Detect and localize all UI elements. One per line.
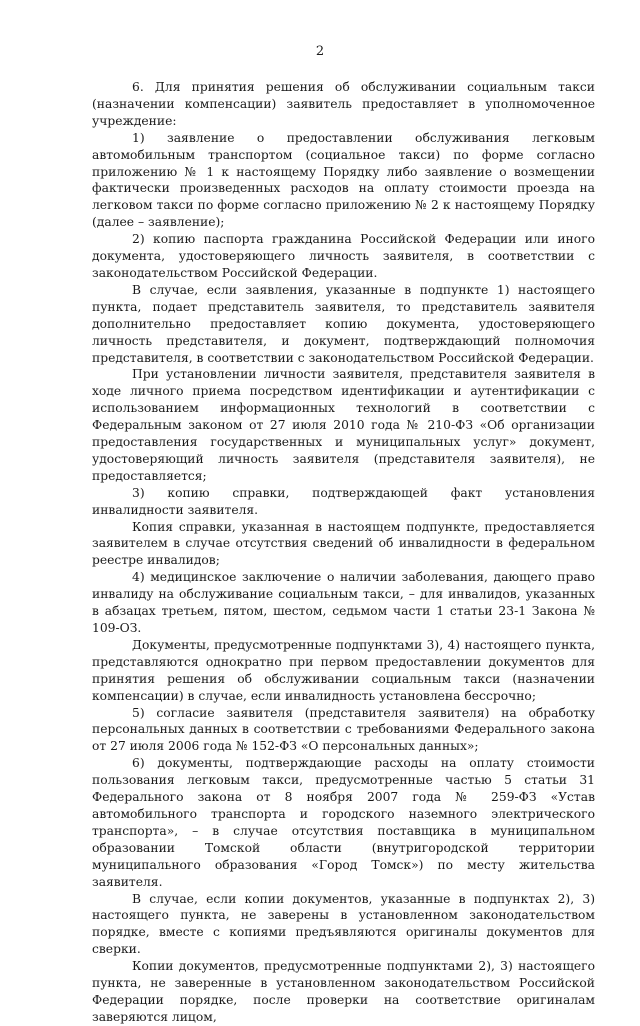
paragraph-item-6-intro: 6. Для принятия решения об обслуживании социальным такси (назначении компенсации) заявитель предоставляет в уполномоченное учреждение:	[92, 80, 595, 128]
paragraph-subitem-1-application: 1) заявление о предоставлении обслуживания легковым автомобильным транспортом (социальное такси) по форме согласно приложению № 1 к настоящему Порядку либо заявление о возмещении фактически произведенных расходов на оплату стоимости проезда на легковом такси по форме согласно приложению № 2 к настоящему Порядку (далее – заявление);	[92, 130, 595, 230]
paragraph-certified-copies: Копии документов, предусмотренные подпунктами 2), 3) настоящего пункта, не заверенные в установленном законодательством Российской Федерации порядке, после проверки на соответствие оригиналам заверяются лицом,	[92, 959, 595, 1024]
paragraph-subitem-4-medical: 4) медицинское заключение о наличии заболевания, дающего право инвалиду на обслуживание социальным такси, – для инвалидов, указанных в абзацах третьем, пятом, шестом, седьмом части 1 статьи 23-1 Закона № 109-ОЗ.	[92, 570, 595, 635]
paragraph-certificate-copy: Копия справки, указанная в настоящем подпункте, предоставляется заявителем в случае отсутствия сведений об инвалидности в федеральном реестре инвалидов;	[92, 519, 595, 568]
paragraph-originals: В случае, если копии документов, указанные в подпунктах 2), 3) настоящего пункта, не заверены в установленном законодательством порядке, вместе с копиями предъявляются оригиналы документов для сверки.	[92, 891, 595, 957]
page-number: 2	[315, 44, 325, 59]
paragraph-subitem-5-consent: 5) согласие заявителя (представителя заявителя) на обработку персональных данных в соответствии с требованиями Федерального закона от 27 июля 2006 года № 152-ФЗ «О персональных данных»;	[92, 705, 595, 754]
document-body	[92, 79, 595, 1026]
paragraph-subitem-2-passport: 2) копию паспорта гражданина Российской Федерации или иного документа, удостоверяющего личность заявителя, в соответствии с законодательством Российской Федерации.	[92, 232, 595, 280]
paragraph-identification: При установлении личности заявителя, представителя заявителя в ходе личного приема посредством идентификации и аутентификации с использованием информационных технологий в соответствии с Федеральным законом от 27 июля 2010 года № 210-ФЗ «Об организации предоставления государственных и муниципальных услуг» документ, удостоверяющий личность заявителя (представителя заявителя), не предоставляется;	[92, 367, 595, 483]
paragraph-subitem-3-certificate: 3) копию справки, подтверждающей факт установления инвалидности заявителя.	[92, 485, 595, 517]
paragraph-representative: В случае, если заявления, указанные в подпункте 1) настоящего пункта, подает представитель заявителя, то представитель заявителя дополнительно предоставляет копию документа, удостоверяющего личность представителя, и документ, подтверждающий полномочия представителя, в соответствии с законодательством Российской Федерации.	[92, 282, 595, 365]
paragraph-documents-once: Документы, предусмотренные подпунктами 3), 4) настоящего пункта, представляются однократно при первом предоставлении документов для принятия решения об обслуживании социальным такси (назначении компенсации) в случае, если инвалидность установлена бессрочно;	[92, 637, 595, 703]
paragraph-subitem-6-expenses: 6) документы, подтверждающие расходы на оплату стоимости пользования легковым такси, предусмотренные частью 5 статьи 31 Федерального закона от 8 ноября 2007 года № 259-ФЗ «Устав автомобильного транспорта и городского наземного электрического транспорта», – в случае отсутствия поставщика в муниципальном образовании Томской области (внутригородской территории муниципального образования «Город Томск») по месту жительства заявителя.	[92, 756, 595, 889]
